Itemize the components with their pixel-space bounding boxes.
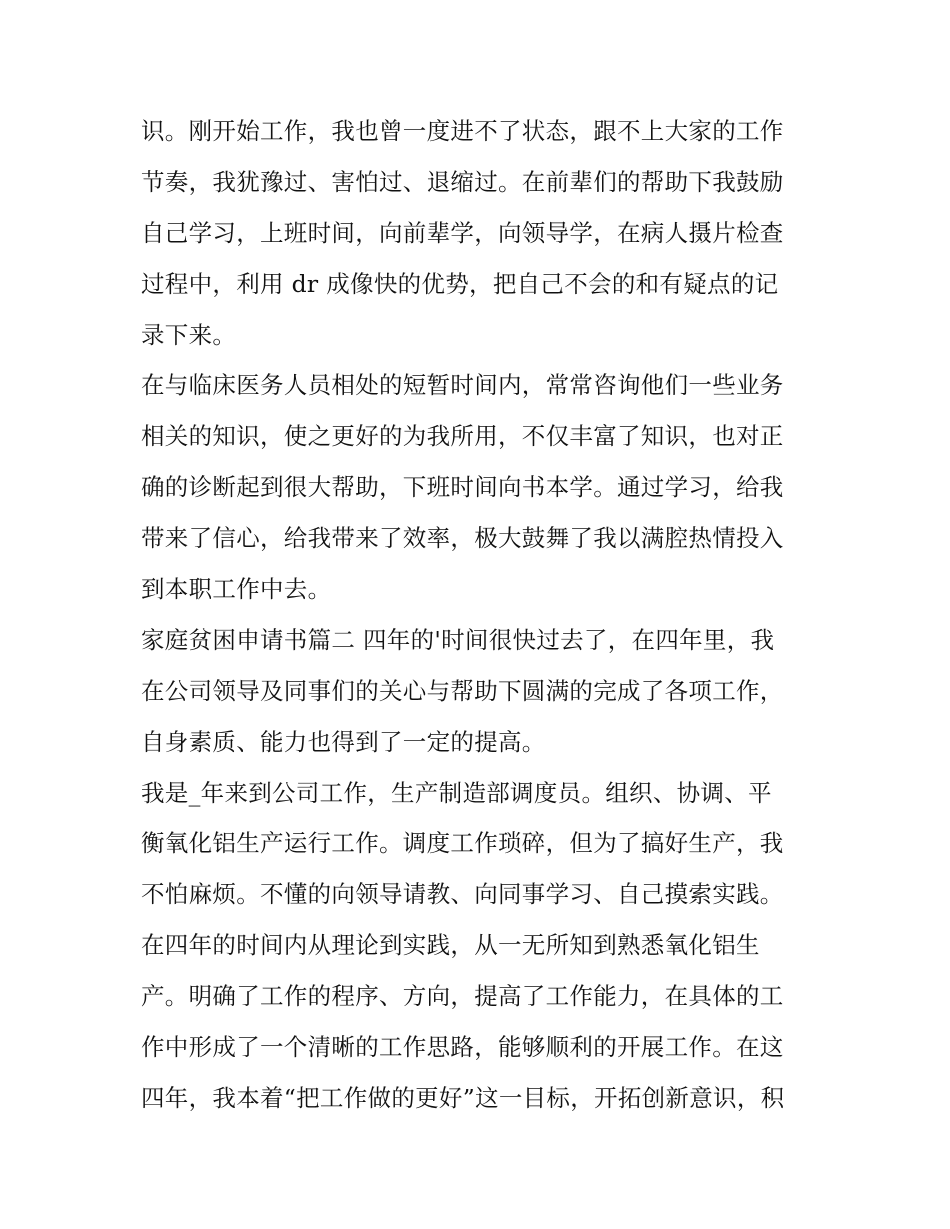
text-line: 节奏，我犹豫过、害怕过、退缩过。在前辈们的帮助下我鼓励 <box>141 167 784 196</box>
text-line: 到本职工作中去。 <box>141 575 332 604</box>
document-body <box>141 106 821 1124</box>
text-line: 四年，我本着“把工作做的更好”这一目标，开拓创新意识，积 <box>141 1083 785 1112</box>
text-line: 作中形成了一个清晰的工作思路，能够顺利的开展工作。在这 <box>141 1033 784 1062</box>
text-line: 家庭贫困申请书篇二 四年的'时间很快过去了，在四年里，我 <box>141 625 775 654</box>
text-line: 产。明确了工作的程序、方向，提高了工作能力，在具体的工 <box>141 982 784 1011</box>
text-line: 在公司领导及同事们的关心与帮助下圆满的完成了各项工作， <box>141 676 784 705</box>
text-line: 确的诊断起到很大帮助，下班时间向书本学。通过学习，给我 <box>141 473 784 502</box>
text-line: 自身素质、能力也得到了一定的提高。 <box>141 727 546 756</box>
text-line: 衡氧化铝生产运行工作。调度工作琐碎，但为了搞好生产，我 <box>141 829 784 858</box>
text-line: 在四年的时间内从理论到实践，从一无所知到熟悉氧化铝生 <box>141 931 760 960</box>
text-line: 录下来。 <box>141 320 237 349</box>
text-line: 相关的知识，使之更好的为我所用，不仅丰富了知识，也对正 <box>141 422 784 451</box>
text-line: 在与临床医务人员相处的短暂时间内，常常咨询他们一些业务 <box>141 371 784 400</box>
text-line: 过程中，利用 dr 成像快的优势，把自己不会的和有疑点的记 <box>141 269 779 298</box>
text-line: 我是_年来到公司工作，生产制造部调度员。组织、协调、平 <box>141 778 772 807</box>
text-line: 识。刚开始工作，我也曾一度进不了状态，跟不上大家的工作 <box>141 117 784 145</box>
text-line: 带来了信心，给我带来了效率，极大鼓舞了我以满腔热情投入 <box>141 524 784 553</box>
text-line: 自己学习，上班时间，向前辈学，向领导学，在病人摄片检查 <box>141 218 784 247</box>
text-line: 不怕麻烦。不懂的向领导请教、向同事学习、自己摸索实践。 <box>141 880 784 909</box>
